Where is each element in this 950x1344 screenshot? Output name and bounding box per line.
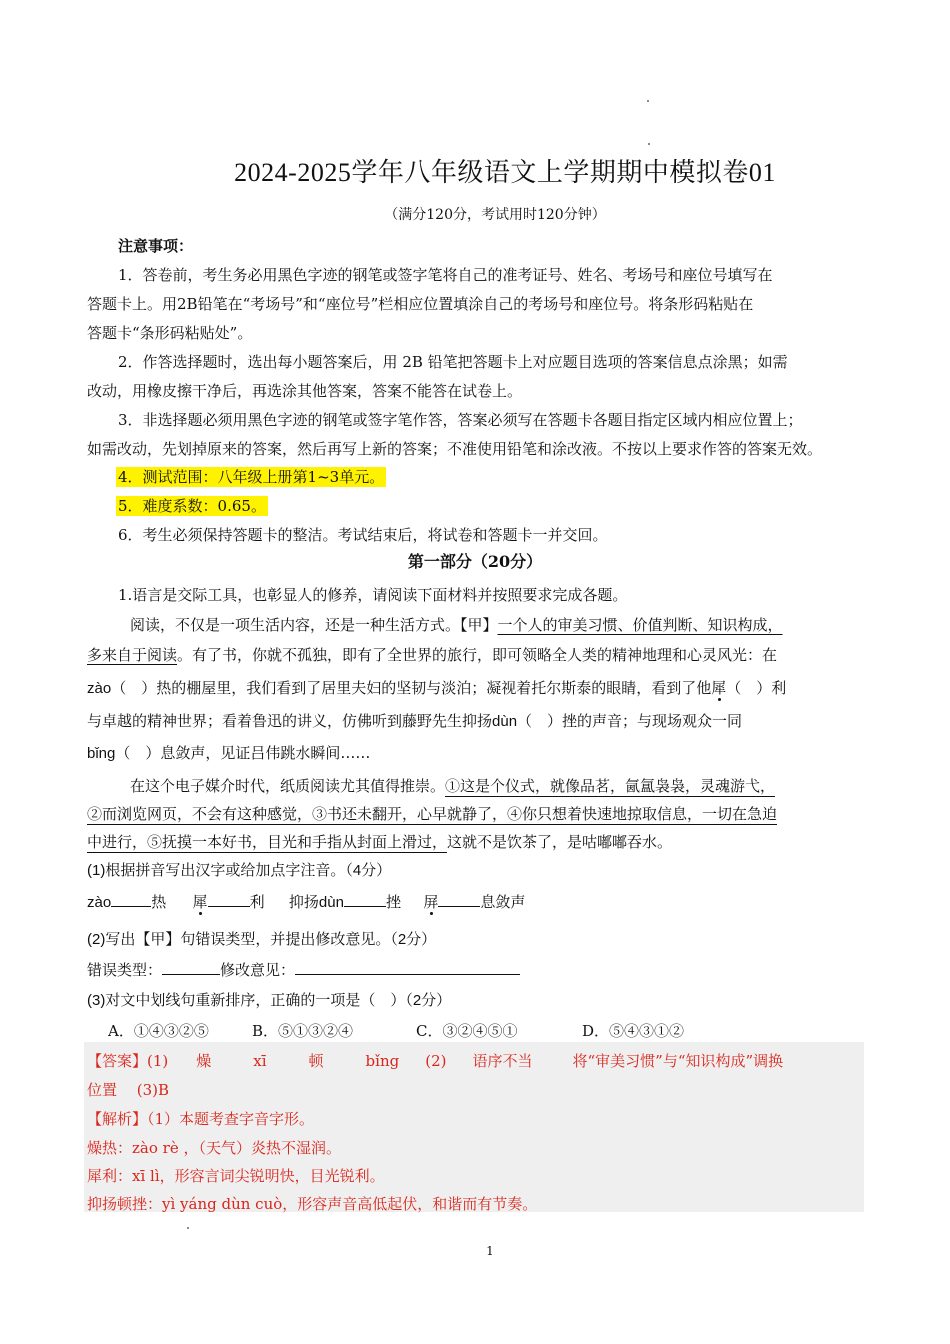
pinyin-bing: bǐng — [87, 745, 116, 762]
blank-label: zào — [87, 894, 112, 911]
passage-text: 这就不是饮茶了，是咕嘟嘟吞水。 — [447, 833, 673, 851]
answer-blank[interactable] — [208, 892, 250, 907]
answer-blank[interactable] — [344, 892, 386, 907]
notice-heading: 注意事项： — [118, 237, 194, 255]
question-1-stem: 1.语言是交际工具，也彰显人的修养，请阅读下面材料并按照要求完成各题。 — [118, 586, 628, 604]
analysis-item: 犀利：xī lì，形容言词尖锐明快，目光锐利。 — [87, 1167, 385, 1185]
passage-text: （ ）利 — [726, 679, 787, 697]
revision-blank[interactable] — [295, 960, 520, 975]
decor-dot — [187, 1227, 189, 1229]
analysis-heading: 【解析】（1）本题考查字音字形。 — [87, 1110, 315, 1128]
blank-label: 利 — [249, 894, 265, 911]
answer-line — [87, 1050, 783, 1071]
analysis-item: 抑扬顿挫：yì yáng dùn cuò，形容声音高低起伏，和谐而有节奏。 — [87, 1195, 538, 1213]
analysis-item: 燥热：zào rè ，（天气）炎热不湿润。 — [87, 1139, 341, 1157]
decor-dot — [648, 143, 650, 145]
answer-value: 语序不当 — [472, 1052, 533, 1070]
notice-item-1: 1．答卷前，考生务必用黑色字迹的钢笔或签字笔将自己的准考证号、姓名、考场号和座位号填写在 — [118, 266, 773, 284]
passage-line — [130, 614, 783, 635]
page-number: 1 — [486, 1244, 494, 1258]
jia-sentence: 一个人的审美习惯、价值判断、知识构成， — [497, 616, 783, 634]
dotted-char-xi: 犀 — [711, 679, 727, 697]
sub-question-2: (2)写出【甲】句错误类型，并提出修改意见。（2分） — [87, 931, 437, 948]
notice-item-2-cont: 改动，用橡皮擦干净后，再选涂其他答案，答案不能答在试卷上。 — [87, 382, 523, 400]
notice-item-1-cont: 答题卡“条形码粘贴处”。 — [87, 324, 253, 342]
underlined-sentence: ②而浏览网页，不会有这种感觉，③书还未翻开，心早就静了，④你只想着快速地掠取信息，一切在急迫 — [87, 805, 778, 823]
passage-line — [87, 742, 370, 763]
option-d[interactable]: D．⑤④③①② — [582, 1022, 685, 1040]
blank-label: 热 — [151, 894, 167, 911]
page-title: 2024-2025学年八年级语文上学期期中模拟卷01 — [234, 158, 776, 187]
underlined-sentence: 中进行，⑤抚摸一本好书，目光和手指从封面上滑过， — [87, 833, 448, 851]
passage-line — [87, 677, 786, 698]
dotted-char-bing: 屏 — [423, 894, 439, 911]
option-c[interactable]: C．③②④⑤① — [416, 1022, 518, 1040]
notice-item-5-highlight: 5．难度系数：0.65。 — [118, 497, 266, 515]
answer-label: 【答案】(1) — [87, 1052, 169, 1070]
notice-item-2: 2．作答选择题时，选出每小题答案后，用 2B 铅笔把答题卡上对应题目选项的答案信息点涂黑；如需 — [118, 353, 788, 371]
sub-question-2-blanks — [87, 959, 520, 980]
sub-question-1-blanks — [87, 891, 525, 912]
passage-text: （ ）挫的声音；与现场观众一同 — [517, 712, 743, 730]
option-a[interactable]: A．①④③②⑤ — [108, 1022, 209, 1040]
answer-line-2: 位置 (3)B — [87, 1081, 170, 1099]
answer-value: 顿 — [308, 1052, 324, 1070]
passage-text: 在这个电子媒介时代，纸质阅读尤其值得推崇。 — [130, 777, 446, 795]
answer-blank[interactable] — [438, 892, 480, 907]
notice-item-3-cont: 如需改动，先划掉原来的答案，然后再写上新的答案；不准使用铅笔和涂改液。不按以上要求作答的答案无效。 — [87, 440, 823, 458]
option-b[interactable]: B．⑤①③②④ — [252, 1022, 354, 1040]
blank-label: 抑扬dùn — [288, 894, 344, 911]
blank-label: 挫 — [385, 894, 401, 911]
passage-line — [130, 775, 775, 796]
page-subtitle: （满分120分，考试用时120分钟） — [384, 207, 606, 223]
passage-text: 与卓越的精神世界；看着鲁迅的讲义，仿佛听到藤野先生抑扬 — [87, 712, 493, 730]
answer-value: bǐng — [365, 1052, 400, 1070]
passage-line — [87, 644, 777, 665]
notice-item-3: 3．非选择题必须用黑色字迹的钢笔或签字笔作答，答案必须写在答题卡各题目指定区域内相应位置上； — [118, 411, 803, 429]
blank-label: 错误类型： — [87, 962, 163, 979]
decor-dot — [647, 100, 649, 102]
passage-line — [87, 831, 672, 852]
sub-question-1: (1)根据拼音写出汉字或给加点字注音。（4分） — [87, 862, 392, 879]
pinyin-dun: dùn — [492, 713, 518, 730]
answer-value: 燥 — [196, 1052, 212, 1070]
sub-question-3: (3)对文中划线句重新排序，正确的一项是（ ）（2分） — [87, 992, 452, 1009]
blank-label: 修改意见： — [220, 962, 296, 979]
answer-value: (2) — [425, 1052, 447, 1070]
answer-value: 将“审美习惯”与“知识构成”调换 — [572, 1052, 784, 1070]
passage-line — [87, 710, 742, 731]
pinyin-zao: zào — [87, 680, 112, 697]
error-type-blank[interactable] — [162, 960, 220, 975]
passage-text: （ ）息敛声，见证吕伟跳水瞬间…… — [115, 744, 371, 762]
section-title: 第一部分（20分） — [407, 552, 543, 571]
blank-label: 息敛声 — [480, 894, 526, 911]
passage-text: 。有了书，你就不孤独，即有了全世界的旅行，即可领略全人类的精神地理和心灵风光：在 — [177, 646, 778, 664]
passage-line — [87, 803, 777, 824]
passage-text: 阅读，不仅是一项生活内容，还是一种生活方式。【甲】 — [130, 616, 498, 634]
dotted-char-xi: 犀 — [192, 894, 208, 911]
notice-item-6: 6．考生必须保持答题卡的整洁。考试结束后，将试卷和答题卡一并交回。 — [118, 526, 608, 544]
notice-item-1-cont: 答题卡上。用2B铅笔在“考场号”和“座位号”栏相应位置填涂自己的考场号和座位号。将条形码粘贴在 — [87, 295, 754, 313]
answer-value: xī — [253, 1052, 267, 1070]
answer-blank[interactable] — [111, 892, 151, 907]
notice-item-4-highlight: 4．测试范围：八年级上册第1~3单元。 — [118, 468, 385, 486]
underlined-sentence: ①这是个仪式，就像品茗，氤氲袅袅，灵魂游弋， — [445, 777, 776, 795]
passage-text: （ ）热的棚屋里，我们看到了居里夫妇的坚韧与淡泊；凝视着托尔斯泰的眼睛，看到了他 — [111, 679, 712, 697]
jia-sentence-cont: 多来自于阅读 — [87, 646, 178, 664]
